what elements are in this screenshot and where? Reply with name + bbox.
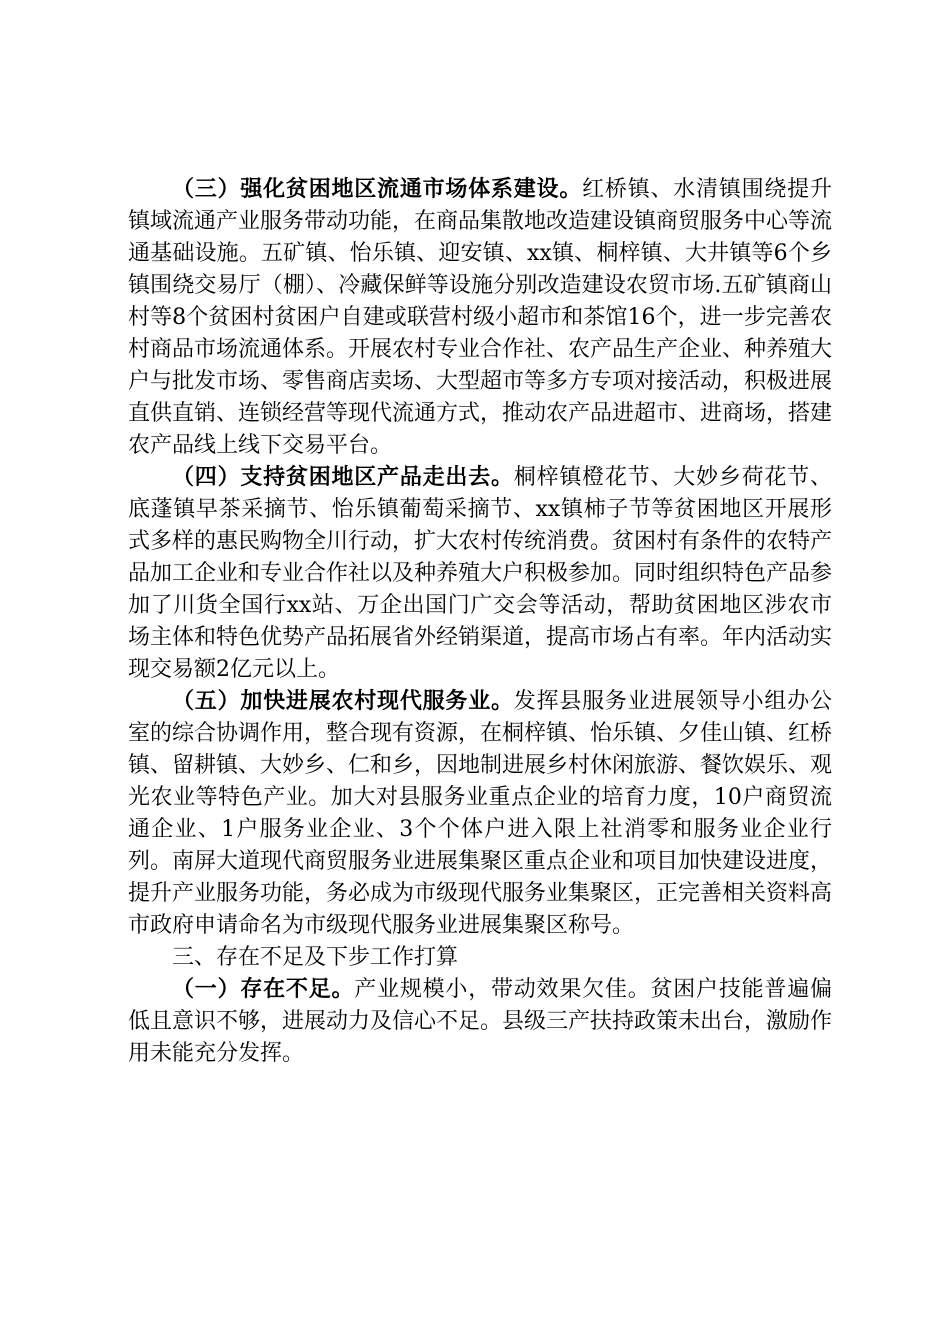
paragraph-lead: （五）加快进展农村现代服务业。 — [172, 689, 514, 714]
paragraph-body: 发挥县服务业进展领导小组办公室的综合协调作用，整合现有资源，在桐梓镇、怡乐镇、夕佳山镇、红桥镇、留耕镇、大妙乡、仁和乡，因地制进展乡村休闲旅游、餐饮娱乐、观光农业等特色产业。加大对县服务业重点企业的培育力度，10户商贸流通企业、1户服务业企业、3个个体户进入限上社消零和服务业企业行列。南屏大道现代商贸服务业进展集聚区重点企业和项目加快建设进度，提升产业服务功能，务必成为市级现代服务业集聚区，正完善相关资料高市政府申请命名为市级现代服务业进展集聚区称号。 — [128, 689, 833, 938]
paragraph-lead: （四）支持贫困地区产品走出去。 — [172, 465, 514, 490]
paragraph-shortcomings — [128, 974, 832, 1070]
paragraph-body: 产业规模小，带动效果欠佳。贫困户技能普遍偏低且意识不够，进展动力及信心不足。县级三产扶持政策未出台，激励作用未能充分发挥。 — [128, 977, 833, 1066]
paragraph-lead: （一）存在不足。 — [172, 977, 355, 1002]
paragraph-modern-services — [128, 686, 832, 942]
section-heading: 三、存在不足及下步工作打算 — [172, 945, 459, 970]
paragraph-products-going-out — [128, 462, 832, 686]
paragraph-body: 桐梓镇橙花节、大妙乡荷花节、底蓬镇早茶采摘节、怡乐镇葡萄采摘节、xx镇柿子节等贫困地区开展形式多样的惠民购物全川行动，扩大农村传统消费。贫困村有条件的农特产品加工企业和专业合作社以及种养殖大户积极参加。同时组织特色产品参加了川货全国行xx站、万企出国门广交会等活动，帮助贫困地区涉农市场主体和特色优势产品拓展省外经销渠道，提高市场占有率。年内活动实现交易额2亿元以上。 — [128, 465, 833, 682]
document-page — [128, 174, 832, 1070]
paragraph-lead: （三）强化贫困地区流通市场体系建设。 — [172, 177, 583, 202]
paragraph-circulation-market — [128, 174, 832, 462]
paragraph-body: 红桥镇、水清镇围绕提升镇域流通产业服务带动功能，在商品集散地改造建设镇商贸服务中心等流通基础设施。五矿镇、怡乐镇、迎安镇、xx镇、桐梓镇、大井镇等6个乡镇围绕交易厅（棚）、冷藏保鲜等设施分别改造建设农贸市场.五矿镇商山村等8个贫困村贫困户自建或联营村级小超市和茶馆16个，进一步完善农村商品市场流通体系。开展农村专业合作社、农产品生产企业、种养殖大户与批发市场、零售商店卖场、大型超市等多方专项对接活动，积极进展直供直销、连锁经营等现代流通方式，推动农产品进超市、进商场，搭建农产品线上线下交易平台。 — [128, 177, 833, 458]
